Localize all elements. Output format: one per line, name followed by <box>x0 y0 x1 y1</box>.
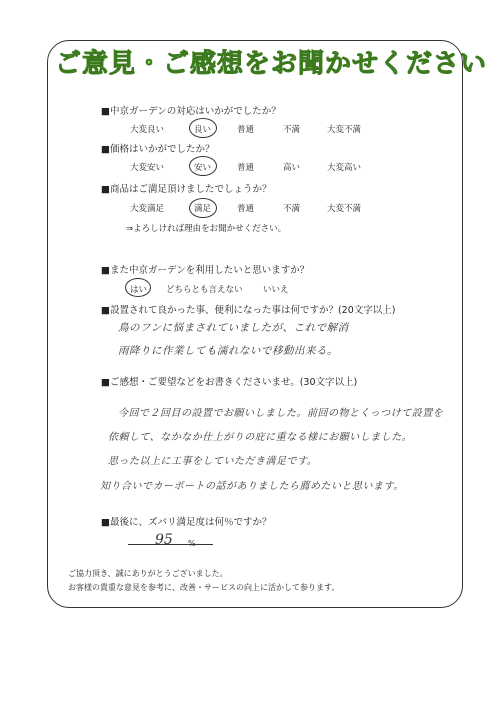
option-product-very-dissatisfied[interactable]: 大変不満 <box>327 204 362 214</box>
option-price-normal[interactable]: 普通 <box>237 163 255 173</box>
improvement-message: お客様の貴重な意見を参考に、改善・サービスの向上に活かして参ります。 <box>68 583 340 592</box>
question-reuse: ■また中京ガーデンを利用したいと思いますか？ <box>101 265 310 276</box>
option-service-good[interactable]: 良い <box>194 125 212 135</box>
comments-answer-line: 思った以上に工事をしていただき満足です。 <box>108 456 318 467</box>
option-reuse-yes[interactable]: はい <box>130 285 148 295</box>
thanks-message: ご協力頂き、誠にありがとうございました。 <box>68 569 228 578</box>
question-comments: ■ご感想・ご要望などをお書きくださいませ。(30文字以上) <box>101 377 358 388</box>
satisfaction-value[interactable]: 95 <box>155 532 173 548</box>
reason-prompt: ⇒よろしければ理由をお聞かせください。 <box>126 224 287 234</box>
selected-mark-service <box>189 118 217 138</box>
option-product-dissatisfied[interactable]: 不満 <box>283 204 301 214</box>
option-service-dissatisfied[interactable]: 不満 <box>283 125 301 135</box>
option-reuse-no[interactable]: いいえ <box>263 285 289 295</box>
comments-answer-line: 今回で２回目の設置でお願いしました。前回の物とくっつけて設置を <box>118 408 444 419</box>
form-title: ご意見・ご感想をお聞かせください <box>55 49 488 79</box>
option-service-very-dissatisfied[interactable]: 大変不満 <box>327 125 362 135</box>
percent-unit: % <box>188 539 196 548</box>
option-price-very-cheap[interactable]: 大変安い <box>130 163 165 173</box>
option-product-satisfied[interactable]: 満足 <box>194 204 212 214</box>
option-reuse-undecided[interactable]: どちらとも言えない <box>166 285 243 295</box>
selected-mark-product <box>189 198 217 218</box>
selected-mark-price <box>189 156 217 176</box>
option-price-expensive[interactable]: 高い <box>283 163 301 173</box>
option-service-very-good[interactable]: 大変良い <box>130 125 165 135</box>
benefits-answer-line: 雨降りに作業しても濡れないで移動出来る。 <box>118 345 338 357</box>
selected-mark-reuse <box>125 278 151 297</box>
option-service-normal[interactable]: 普通 <box>237 125 255 135</box>
comments-answer-line: 知り合いでカーポートの話がありましたら薦めたいと思います。 <box>100 481 404 492</box>
comments-answer-line: 依頼して、なかなか仕上がりの庇に重なる様にお願いしました。 <box>108 432 413 443</box>
question-product: ■商品はご満足頂けましたでしょうか？ <box>101 184 272 195</box>
question-price: ■価格はいかがでしたか？ <box>101 144 215 155</box>
question-benefits: ■設置されて良かった事、便利になった事は何ですか？(20文字以上) <box>101 305 396 316</box>
option-price-cheap[interactable]: 安い <box>194 163 212 173</box>
option-price-very-expensive[interactable]: 大変高い <box>327 163 362 173</box>
benefits-answer-line: 鳥のフンに悩まされていましたが、これで解消 <box>118 322 349 334</box>
option-product-normal[interactable]: 普通 <box>237 204 255 214</box>
option-product-very-satisfied[interactable]: 大変満足 <box>130 204 165 214</box>
question-service: ■中京ガーデンの対応はいかがでしたか？ <box>101 106 281 117</box>
question-satisfaction: ■最後に、ズバリ満足度は何％ですか？ <box>101 517 272 528</box>
